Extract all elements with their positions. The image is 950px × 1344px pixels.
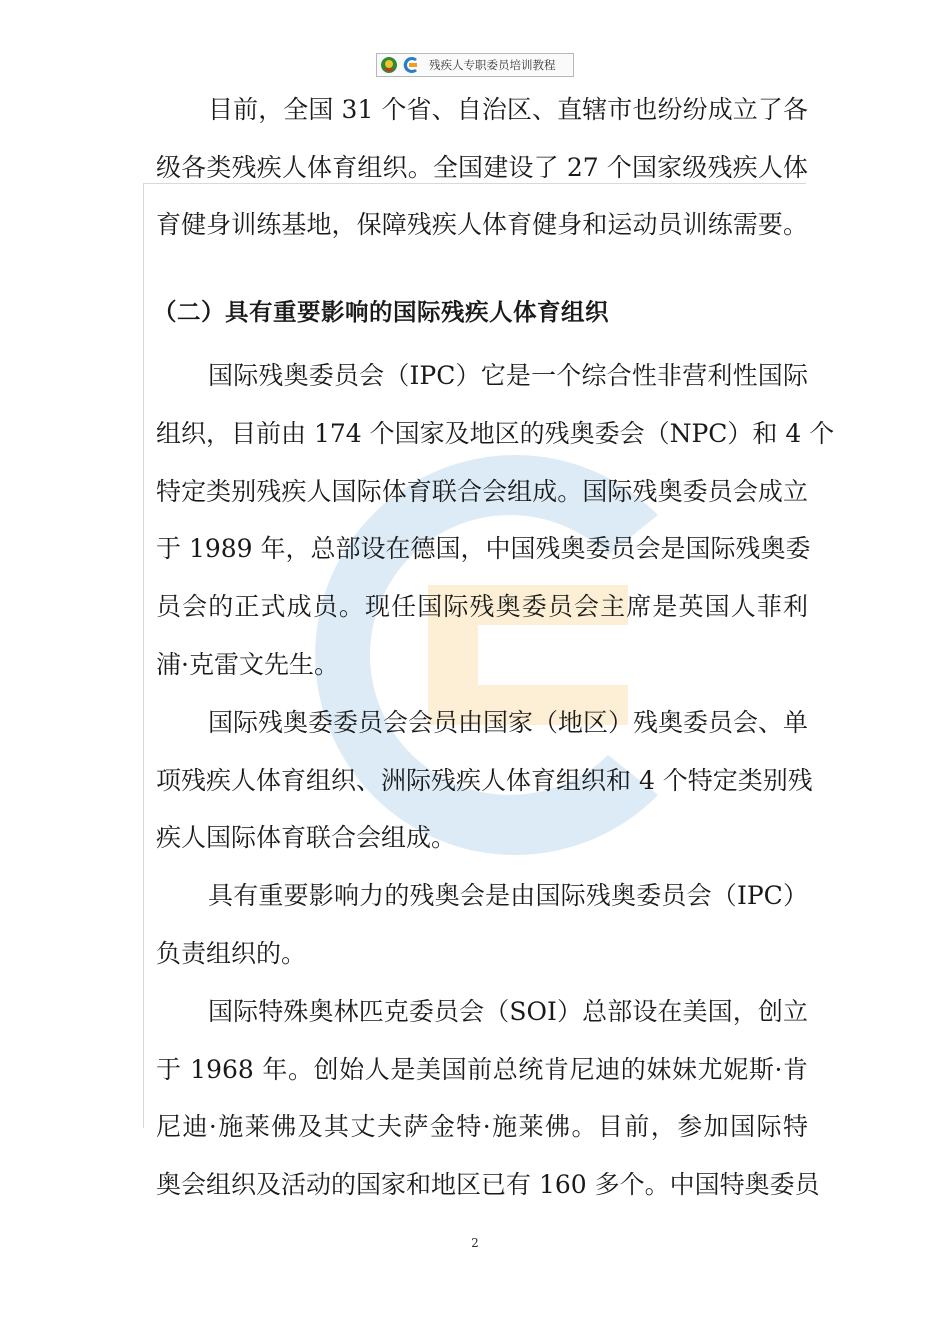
text-line: 组织，目前由 174 个国家及地区的残奥委会（NPC）和 4 个 xyxy=(156,419,835,448)
text-line: 尼迪·施莱佛及其丈夫萨金特·施莱佛。目前，参加国际特 xyxy=(156,1112,808,1141)
text-line: 疾人国际体育联合会组成。 xyxy=(156,823,457,852)
header-banner xyxy=(376,53,574,77)
text-line: 项残疾人体育组织、洲际残疾人体育组织和 4 个特定类别残 xyxy=(156,766,813,795)
text-line: 奥会组织及活动的国家和地区已有 160 多个。中国特奥委员 xyxy=(156,1170,820,1199)
text-line: 具有重要影响力的残奥会是由国际残奥委员会（IPC） xyxy=(208,881,808,910)
text-line: 目前，全国 31 个省、自治区、直辖市也纷纷成立了各 xyxy=(208,95,808,124)
text-line: 于 1968 年。创始人是美国前总统肯尼迪的妹妹尤妮斯·肯 xyxy=(156,1055,808,1084)
header-title: 残疾人专职委员培训教程 xyxy=(429,58,556,72)
text-line: 国际特殊奥林匹克委员会（SOI）总部设在美国，创立 xyxy=(208,997,808,1026)
emblem-icon xyxy=(380,56,398,74)
text-line: 育健身训练基地，保障残疾人体育健身和运动员训练需要。 xyxy=(156,210,808,239)
text-line: 员会的正式成员。现任国际残奥委员会主席是英国人菲利 xyxy=(156,592,808,621)
text-line: 国际残奥委委员会会员由国家（地区）残奥委员会、单 xyxy=(208,708,809,737)
page-number: 2 xyxy=(471,1236,479,1250)
text-line: 级各类残疾人体育组织。全国建设了 27 个国家级残疾人体 xyxy=(156,153,808,182)
frame-left-line xyxy=(143,183,144,1128)
text-line: 负责组织的。 xyxy=(156,939,307,968)
text-line: 于 1989 年，总部设在德国，中国残奥委员会是国际残奥委 xyxy=(156,534,811,563)
c-logo-icon xyxy=(401,56,421,74)
section-heading: （二）具有重要影响的国际残疾人体育组织 xyxy=(153,298,609,326)
text-line: 国际残奥委员会（IPC）它是一个综合性非营利性国际 xyxy=(208,361,808,390)
text-line: 特定类别残疾人国际体育联合会组成。国际残奥委员会成立 xyxy=(156,477,808,506)
text-line: 浦·克雷文先生。 xyxy=(156,650,339,679)
